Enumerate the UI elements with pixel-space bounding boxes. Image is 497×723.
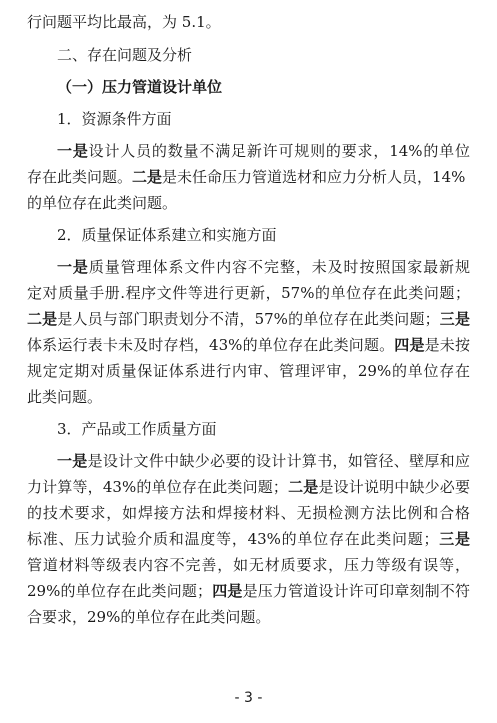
text-line: 定对质量手册.程序文件等进行更新，57%的单位存在此类问题； [27,284,470,302]
bold-marker: 一是 [57,452,88,470]
text-line: 规定定期对质量保证体系进行内审、管理评审，29%的单位存在 [27,362,470,380]
bold-marker: 一是 [57,258,89,276]
bold-marker: 一是 [57,142,89,160]
subsection-heading: （一）压力管道设计单位 [57,78,223,96]
bold-marker: 二是 [27,310,58,328]
bold-marker: 四是 [394,336,425,354]
text-line: 29%的单位存在此类问题；四是是压力管道设计许可印章刻制不符 [27,582,470,600]
text-line: 的单位存在此类问题。 [27,194,178,212]
item-heading: 1．资源条件方面 [57,110,172,128]
text-line: 一是质量管理体系文件内容不完整，未及时按照国家最新规 [57,258,470,276]
bold-marker: 二是 [287,478,319,496]
text-line: 一是设计人员的数量不满足新许可规则的要求，14%的单位 [57,142,470,160]
bold-marker: 三是 [439,310,470,328]
text-line: 管道材料等级表内容不完善，如无材质要求，压力等级有误等， [27,556,470,574]
bold-marker: 四是 [212,582,243,600]
text-line: 二是是人员与部门职责划分不清，57%的单位存在此类问题；三是 [27,310,470,328]
bold-marker: 三是 [438,530,470,548]
section-heading: 二、存在问题及分析 [57,46,193,64]
text-line: 合要求，29%的单位存在此类问题。 [27,608,271,626]
text-line: 标准、压力试验介质和温度等，43%的单位存在此类问题；三是 [27,530,470,548]
page-number: - 3 - [234,690,263,706]
text-line: 体系运行表卡未及时存档，43%的单位存在此类问题。四是是未按 [27,336,470,354]
text-line: 一是是设计文件中缺少必要的设计计算书，如管径、壁厚和应 [57,452,470,470]
item-heading: 3．产品或工作质量方面 [57,420,217,438]
text-line: 存在此类问题。二是是未任命压力管道选材和应力分析人员，14% [27,168,466,186]
item-heading: 2．质量保证体系建立和实施方面 [57,226,277,244]
text-line: 的技术要求，如焊接方法和焊接材料、无损检测方法比例和合格 [27,504,470,522]
bold-marker: 二是 [132,168,163,186]
text-line: 此类问题。 [27,388,103,406]
text-line: 力计算等，43%的单位存在此类问题；二是是设计说明中缺少必要 [27,478,470,496]
text-line: 行问题平均比最高，为 5.1。 [27,13,221,31]
